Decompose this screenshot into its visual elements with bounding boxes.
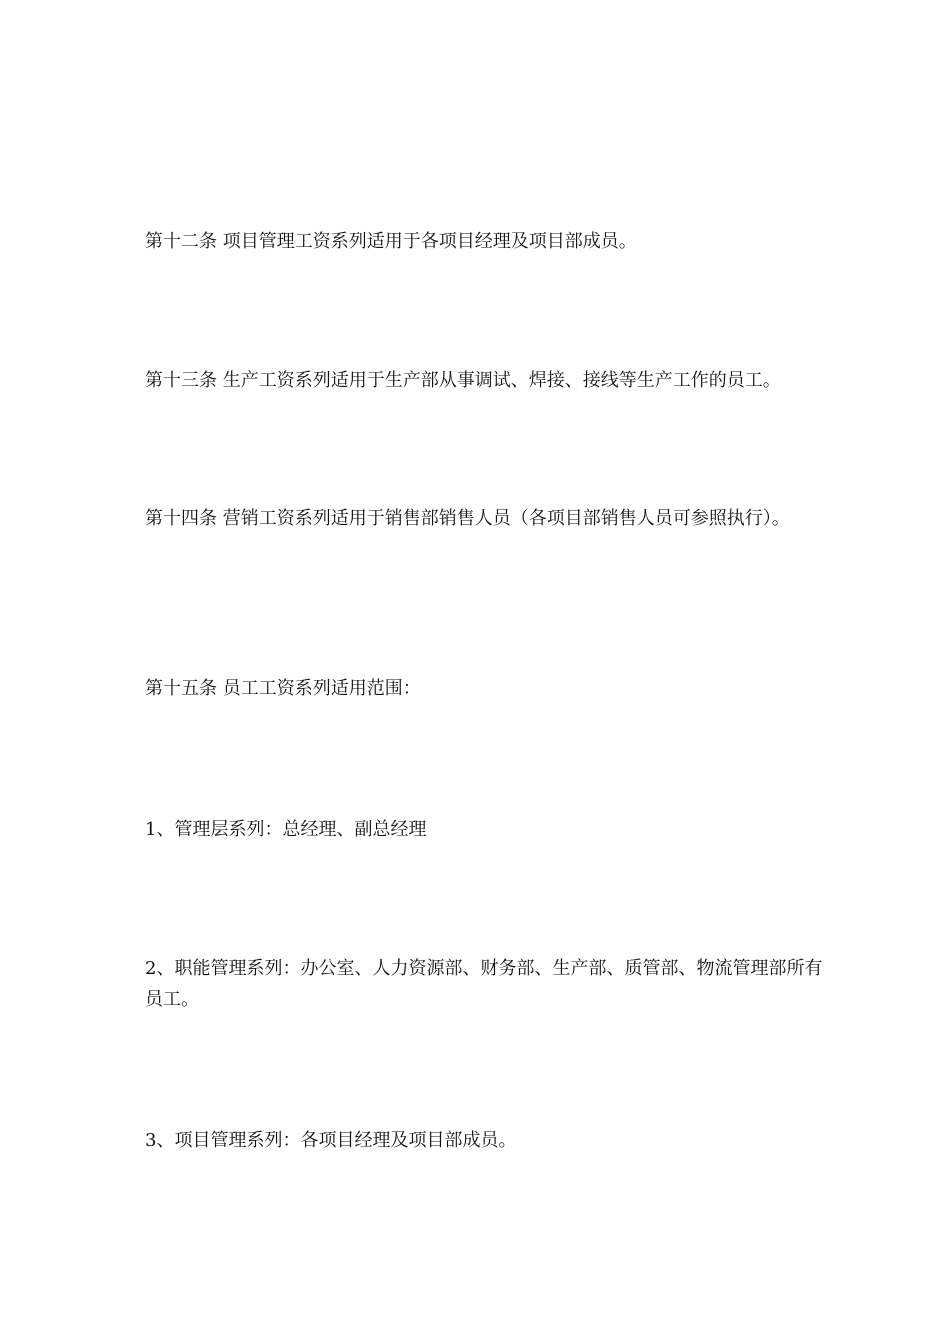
list-item-functional-series: 2、职能管理系列：办公室、人力资源部、财务部、生产部、质管部、物流管理部所有员工。 [145,958,823,1010]
article-12-paragraph: 第十二条 项目管理工资系列适用于各项目经理及项目部成员。 [145,231,637,252]
list-item-project-series: 3、项目管理系列：各项目经理及项目部成员。 [145,1130,517,1151]
article-14-paragraph: 第十四条 营销工资系列适用于销售部销售人员（各项目部销售人员可参照执行）。 [145,508,790,529]
list-item-management-series: 1、管理层系列：总经理、副总经理 [145,819,427,840]
article-13-paragraph: 第十三条 生产工资系列适用于生产部从事调试、焊接、接线等生产工作的员工。 [145,370,781,391]
article-15-paragraph: 第十五条 员工工资系列适用范围： [145,678,421,699]
